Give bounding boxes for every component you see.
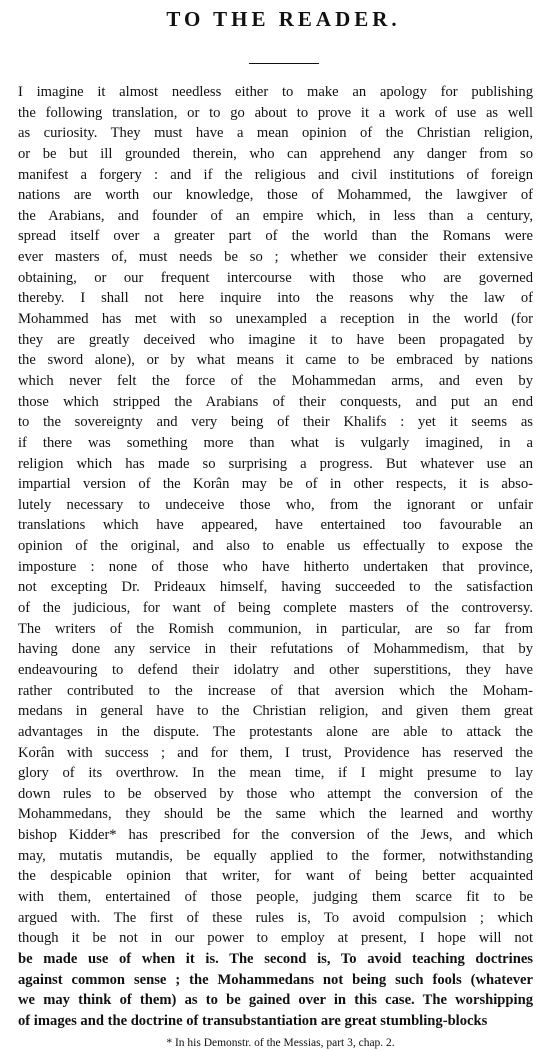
footnote: * In his Demonstr. of the Messias, part 3, chap. 2. (166, 1037, 395, 1050)
text-line: religion which has made so surprising a progress. But whatever use an (18, 455, 533, 472)
text-line: or be but ill grounded therein, who can apprehend any danger from so (18, 145, 533, 162)
text-line: as curiosity. They must have a mean opinion of the Christian religion, (18, 125, 533, 142)
text-line: though it be not in our power to employ at present, I hope will not (18, 930, 533, 947)
text-line: with them, entertained of those people, judging them scarce fit to be (18, 888, 533, 905)
text-line: not excepting Dr. Prideaux himself, having succeeded to the satisfaction (18, 579, 533, 596)
text-line: imposture : none of those who have hitherto undertaken that province, (18, 558, 533, 575)
text-line: those which stripped the Arabians of their conquests, and put an end (18, 393, 533, 410)
text-line: rather contributed to the increase of that aversion which the Moham- (18, 682, 533, 699)
text-line: which never felt the force of the Mohammedan arms, and even by (18, 372, 533, 389)
text-line: endeavouring to defend their idolatry and other superstitions, they have (18, 661, 533, 678)
text-line: Mohammed has met with so unexampled a reception in the world (for (18, 311, 533, 328)
text-line: may, mutatis mutandis, be equally applied to the former, notwithstanding (18, 847, 533, 864)
text-line: the following translation, or to go about to prove it a work of use as well (18, 104, 533, 121)
text-line: argued with. The first of these rules is, To avoid compulsion ; which (18, 909, 533, 926)
text-line: thereby. I shall not here inquire into the reasons why the law of (18, 290, 533, 307)
text-line: Mohammedans, they should be the same which the learned and worthy (18, 806, 533, 823)
text-line: opinion of the original, and also to enable us effectually to expose the (18, 538, 533, 555)
text-line: impartial version of the Korân may be of in other respects, it is abso- (18, 476, 533, 493)
text-line: nations are worth our knowledge, those of Mohammed, the lawgiver of (18, 187, 533, 204)
text-line: obtaining, or our frequent intercourse with those who are governed (18, 269, 533, 286)
text-line: manifest a forgery : and if the religious and civil institutions of foreign (18, 166, 533, 183)
text-line: The writers of the Romish communion, in particular, are so far from (18, 620, 533, 637)
text-line: having done any service in their refutations of Mohammedism, that by (18, 641, 533, 658)
text-line: down rules to be observed by those who attempt the conversion of the (18, 785, 533, 802)
text-line: spread itself over a greater part of the world than the Romans were (18, 228, 533, 245)
text-line: of images and the doctrine of transubstantiation are great stumbling-blocks (18, 1012, 488, 1029)
text-line: the sword alone), or by what means it came to be embraced by nations (18, 352, 533, 369)
title-rule (249, 63, 319, 64)
text-line: glory of its overthrow. In the mean time, if I might presume to lay (18, 765, 533, 782)
text-line: ever masters of, must needs be so ; whether we consider their extensive (18, 249, 533, 266)
text-line: we may think of them) as to be gained over in this case. The worshipping (18, 992, 533, 1009)
text-line: bishop Kidder* has prescribed for the conversion of the Jews, and which (18, 827, 533, 844)
text-line: be made use of when it is. The second is, To avoid teaching doctrines (18, 950, 533, 967)
text-line: against common sense ; the Mohammedans not being such fools (whatever (18, 971, 533, 988)
body-text (18, 82, 533, 1031)
text-line: Korân with success ; and for them, I trust, Providence has reserved the (18, 744, 533, 761)
text-line: I imagine it almost needless either to make an apology for publishing (18, 84, 533, 100)
text-line: the Arabians, and founder of an empire which, in less than a century, (18, 207, 533, 224)
text-line: lutely necessary to undeceive those who, from the ignorant or unfair (18, 496, 533, 513)
text-line: the despicable opinion that writer, for want of being better acquainted (18, 868, 533, 885)
text-line: advantages in the dispute. The protestants alone are able to attack the (18, 723, 533, 740)
text-line: translations which have appeared, have entertained too favourable an (18, 517, 533, 534)
text-line: of the judicious, for want of being complete masters of the controversy. (18, 600, 533, 617)
text-line: medans in general have to the Christian religion, and given them great (18, 703, 533, 720)
text-line: to the sovereignty and very being of their Khalifs : yet it seems as (18, 414, 533, 431)
text-line: if there was something more than what is vulgarly imagined, in a (18, 434, 533, 451)
page-title: TO THE READER. (166, 7, 401, 31)
text-line: they are greatly deceived who imagine it to have been propagated by (18, 331, 533, 348)
